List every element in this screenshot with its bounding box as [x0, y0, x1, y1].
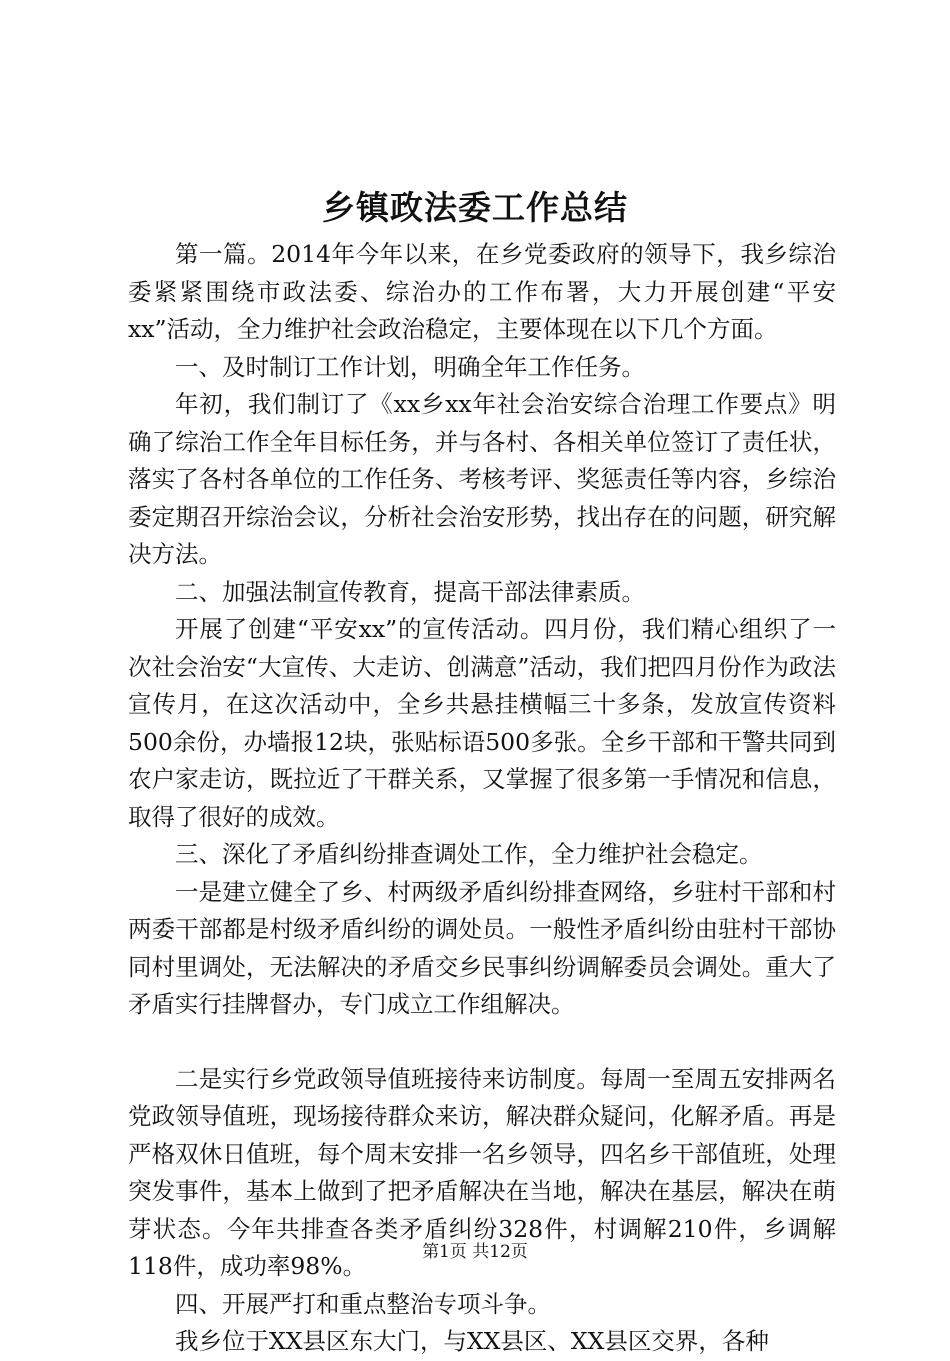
paragraph-intro: 第一篇。2014年今年以来，在乡党委政府的领导下，我乡综治委紧紧围绕市政法委、综治办的工作布署，大力开展创建“平安xx”活动，全力维护社会政治稳定，主要体现在以下几个方面。 [128, 240, 836, 343]
section-heading-2: 二、加强法制宣传教育，提高干部法律素质。 [175, 577, 645, 606]
document-title: 乡镇政法委工作总结 [322, 188, 628, 227]
paragraph-plan: 年初，我们制订了《xx乡xx年社会治安综合治理工作要点》明确了综治工作全年目标任务，并与各村、各相关单位签订了责任状，落实了各村各单位的工作任务、考核考评、奖惩责任等内容，乡综治委定期召开综治会议，分析社会治安形势，找出存在的问题，研究解决方法。 [128, 390, 836, 568]
page-number: 第1页 共12页 [422, 1242, 528, 1262]
paragraph-dispute-network: 一是建立健全了乡、村两级矛盾纠纷排查网络，乡驻村干部和村两委干部都是村级矛盾纠纷的调处员。一般性矛盾纠纷由驻村干部协同村里调处，无法解决的矛盾交乡民事纠纷调解委员会调处。重大了矛盾实行挂牌督办，专门成立工作组解决。 [128, 877, 836, 1018]
paragraph-publicity: 开展了创建“平安xx”的宣传活动。四月份，我们精心组织了一次社会治安“大宣传、大走访、创满意”活动，我们把四月份作为政法宣传月，在这次活动中，全乡共悬挂横幅三十多条，发放宣传资料500余份，办墙报12块，张贴标语500多张。全乡干部和干警共同到农户家走访，既拉近了干群关系，又掌握了很多第一手情况和信息，取得了很好的成效。 [128, 615, 836, 831]
section-heading-1: 一、及时制订工作计划，明确全年工作任务。 [175, 352, 645, 381]
paragraph-location: 我乡位于XX县区东大门，与XX县区、XX县区交界，各种 [175, 1327, 769, 1355]
section-heading-3: 三、深化了矛盾纠纷排查调处工作，全力维护社会稳定。 [175, 840, 763, 868]
paragraph-duty-system: 二是实行乡党政领导值班接待来访制度。每周一至周五安排两名党政领导值班，现场接待群众来访，解决群众疑问，化解矛盾。再是严格双休日值班，每个周末安排一名乡领导，四名乡干部值班，处理突发事件，基本上做到了把矛盾解决在当地，解决在基层，解决在萌芽状态。今年共排查各类矛盾纠纷328件，村调解210件，乡调解118件，成功率98%。 [128, 1064, 836, 1280]
document-body [128, 236, 836, 1361]
section-heading-4: 四、开展严打和重点整治专项斗争。 [175, 1289, 551, 1318]
